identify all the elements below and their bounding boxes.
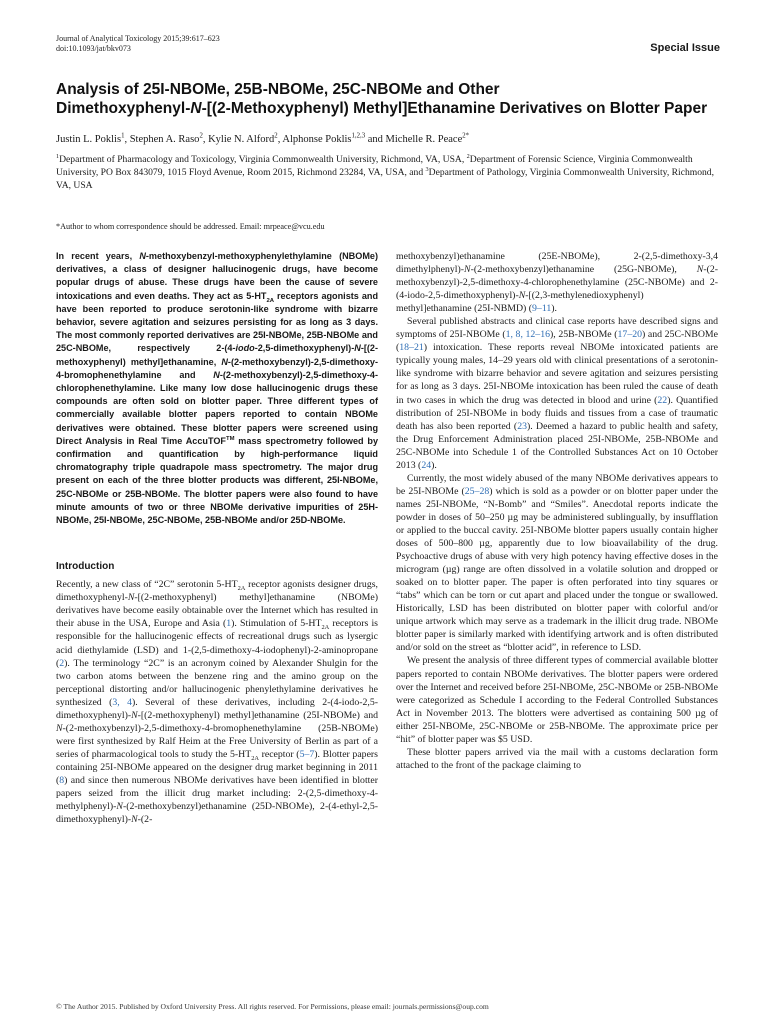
- abstract-text: -2,5-dimethoxyphenyl)-: [254, 343, 355, 354]
- abstract-text: -[(2-methoxyphenyl) methyl]ethanamine,: [56, 343, 378, 367]
- body-text: -[(2,3-methylenedioxyphenyl) methyl]ethanamine (25I-NBMD) (: [396, 290, 644, 315]
- body-text: methoxybenzyl)ethanamine (25E-NBOMe), 2-(2,5-dimethoxy-3,4 dimethylphenyl)-: [396, 251, 718, 276]
- body-text: receptor agonists designer drugs, dimethoxyphenyl-: [56, 579, 378, 604]
- affil-sup: 3: [425, 165, 429, 173]
- body-text: -[(2-methoxyphenyl) methyl]ethanamine (25I-NBOMe) and: [137, 709, 378, 721]
- abstract-text: mass spectrometry followed by confirmation and quantification by high-performance liquid chromatography triple quadrapole mass spectrometry. The major drug present on each of the three blotter products was different, 25I-NBOMe, 25C-NBOMe or 25B-NBOMe. The blotter papers were also found to have minute amounts of two or three NBOMe derivative impurities of 25H-NBOMe, 25I-NBOMe, 25C-NBOMe, 25B-NBOMe and/or 25D-NBOMe.: [56, 435, 378, 526]
- body-text: ) and since then numerous NBOMe derivatives have been identified in blotter papers seized from the illicit drug market including: 2-(2,5-dimethoxy-4-methylphenyl)-: [56, 774, 378, 813]
- journal-meta: [56, 34, 220, 54]
- title-italic: N: [190, 100, 202, 117]
- correspondence-note: *Author to whom correspondence should be addressed. Email: mrpeace@vcu.edu: [56, 222, 325, 231]
- paragraph: These blotter papers arrived via the mail with a customs declaration form attached to the front of the package claiming to: [396, 746, 718, 771]
- body-text: -(2-methoxybenzyl)-2,5-dimethoxy-4-bromophenethylamine (25B-NBOMe) were first synthesized by Ralf Heim at the Free University of Berlin as part of a series of pharmacological tools to study the 5-HT: [56, 722, 378, 760]
- abstract-sub: 2A: [266, 297, 275, 304]
- author-name: , Stephen A. Raso: [124, 134, 200, 145]
- citation-link[interactable]: 25–28: [464, 485, 490, 497]
- left-column: [56, 250, 378, 826]
- body-text: ). Quantified distribution of 25I-NBOMe in body fluids and tissues from a case of traumatic death has also been reported (: [396, 394, 718, 432]
- abstract: [56, 250, 378, 527]
- body-text: -(2-methoxybenzyl)-2,5-dimethoxy-4-chlorophenethylamine (25C-NBOMe) and 2-(4-iodo-2,5-dimethoxyphenyl)-: [396, 264, 718, 302]
- section-label: Special Issue: [650, 42, 720, 54]
- affiliation: Department of Pathology, Virginia Commonwealth University, Richmond, VA, USA: [56, 167, 715, 191]
- affiliation: Department of Pharmacology and Toxicology, Virginia Commonwealth University, Richmond, VA, USA,: [59, 154, 467, 165]
- affiliations: [56, 153, 716, 192]
- author-sup: 1: [121, 132, 125, 140]
- author-name: , Kylie N. Alford: [202, 134, 275, 145]
- citation-link[interactable]: 5–7: [299, 748, 315, 760]
- body-sub: 2A: [251, 754, 259, 762]
- body-sub: 2A: [321, 624, 330, 632]
- abstract-italic: N: [221, 356, 228, 367]
- citation-link[interactable]: 22: [657, 394, 668, 406]
- body-text: ). Blotter papers containing 25I-NBOMe appeared on the designer drug market beginning in 2011 (: [56, 748, 378, 786]
- abstract-italic: N: [213, 369, 220, 380]
- body-italic: N: [464, 264, 471, 276]
- author-sup: 2: [199, 132, 203, 140]
- abstract-text: -methoxybenzyl-methoxyphenylethylamine (NBOMe) derivatives, a class of designer hallucinogenic drugs, have become popular drugs of abuse. These drugs have been the cause of severe intoxications and even deaths. They act as 5-HT: [56, 251, 378, 301]
- citation-link[interactable]: 1: [226, 618, 232, 630]
- body-text: ) which is sold as a powder or on blotter paper under the names 25I-NBOMe, “N-Bomb” and “Smiles”. Anecdotal reports indicate the powder in doses of 50–250 µg may be administered sublingually, by insufflation or applied to the buccal cavity. 25I-NBOMe blotter papers usually contain higher doses of 500–800 µg, apparently due to low bioavailability of the drug. Psychoactive drugs of abuse with very high potency having effective doses in the microgram (µg) range are often dissolved in a volatile solution and dropped or soaked on to blotter paper. The paper is often perforated into tiny squares or “tabs” which can be torn or cut apart and placed under the tongue or swallowed. Historically, LSD has been distributed on blotter paper with colorful and/or unique artwork which may serve as a trademark in the illicit drug trade. NBOMe blotter paper is similarly marked with identifying artwork and is often distributed and/or sold on the street as “blotter acid”, in reference to LSD.: [396, 485, 718, 654]
- author-sup: 2: [274, 132, 278, 140]
- body-italic: N: [116, 801, 123, 813]
- body-italic: N: [518, 290, 526, 302]
- paragraph: [396, 250, 718, 315]
- body-text: ) intoxication. These reports reveal NBOMe intoxicated patients are typically young males, 14–29 years old with clinical presentations of a serotonin-like syndrome with bizarre behavior and severe agitation and seizures persisting for as long as 3 days. 25I-NBOMe intoxication has been ruled the cause of death in two cases in which the drug was detected in blood and urine (: [396, 342, 718, 406]
- body-text: ). Deemed a hazard to public health and safety, the Drug Enforcement Administration placed 25I-NBOMe, 25B-NBOMe and 25C-NBOMe into Schedule 1 of the Controlled Substances Act on 10 October 2013 (: [396, 420, 718, 471]
- citation-link[interactable]: 8: [59, 774, 65, 786]
- body-text: ). Stimulation of 5-HT: [231, 618, 322, 630]
- article-title: [56, 80, 736, 118]
- paragraph: [396, 472, 718, 655]
- affil-sup: 1: [56, 152, 60, 160]
- body-text: ). The terminology “2C” is an acronym coined by Alexander Shulgin for the two carbon atoms between the benzene ring and the amino group on the perceptional distorting and/or hallucinogenic phenylethylamine derivatives he synthesized (: [56, 657, 378, 708]
- citation-link[interactable]: 3, 4: [112, 696, 133, 708]
- abstract-italic: iodo: [235, 343, 255, 354]
- right-column: [396, 250, 718, 772]
- body-text: Currently, the most widely abused of the many NBOMe derivatives appears to be 25I-NBOMe (: [396, 472, 718, 497]
- body-text: -[(2-methoxyphenyl) methyl]ethanamine (NBOMe) derivatives have become easily obtainable over the Internet which has resulted in their abuse in the USA, Europe and Asia (: [56, 592, 378, 630]
- body-text: -(2-methoxybenzyl)ethanamine (25D-NBOMe), 2-(4-ethyl-2,5-dimethoxyphenyl)-: [56, 801, 378, 826]
- body-text: receptor (: [258, 748, 300, 760]
- citation-link[interactable]: 18–21: [399, 342, 424, 354]
- title-part: Dimethoxyphenyl-: [56, 100, 191, 117]
- body-text: ).: [551, 303, 557, 315]
- author-name: and Michelle R. Peace: [365, 134, 463, 145]
- abstract-italic: N: [139, 251, 146, 261]
- abstract-text: receptors agonists and have been reported to produce serotonin-like syndrome with bizarre behavior, severe agitation and seizures persisting for as long as 3 days. The most commonly reported derivatives are 25I-NBOMe, 25B-NBOMe and 25C-NBOMe, respectively 2-(4-: [56, 290, 378, 354]
- body-text: Recently, a new class of “2C” serotonin 5-HT: [56, 579, 238, 591]
- author-sup: 1,2,3: [351, 132, 366, 140]
- title-line-2: [56, 99, 736, 118]
- body-italic: N: [131, 814, 138, 826]
- affiliation: Department of Forensic Science, Virginia Commonwealth University, PO Box 843079, 1015 Floyd Avenue, Room 2015, Richmond 23284, VA, USA, and: [56, 154, 693, 178]
- author-name: , Alphonse Poklis: [277, 134, 352, 145]
- body-italic: N: [127, 592, 135, 604]
- copyright-footer: © The Author 2015. Published by Oxford University Press. All rights reserved. For Permissions, please email: journals.permissions@oup.com: [56, 1002, 489, 1011]
- body-text: ).: [431, 459, 437, 471]
- intro-paragraph: [56, 578, 378, 826]
- body-text: ) and 25C-NBOMe (: [396, 329, 718, 354]
- body-sub: 2A: [237, 585, 246, 593]
- body-text: ). Several of these derivatives, including 2-(4-iodo-2,5-dimethoxyphenyl)-: [56, 696, 378, 721]
- body-text: Several published abstracts and clinical case reports have described signs and symptoms of 25I-NBOMe (: [396, 316, 718, 341]
- body-italic: N: [131, 709, 138, 721]
- abstract-italic: N: [354, 343, 361, 354]
- abstract-text: In recent years,: [56, 251, 140, 261]
- abstract-text: -(2-methoxybenzyl)-2,5-dimethoxy-4-chlorophenethylamine. Like many low dose hallucinogenic drugs these compounds are often sold on blotter paper. Three different types of commercially available blotter papers reported to contain NBOMe derivatives were obtained. These blotter papers were screened using Direct Analysis in Real Time AccuTOF: [56, 369, 378, 446]
- citation-link[interactable]: 17–20: [617, 329, 643, 341]
- author-sup: 2*: [462, 132, 470, 140]
- citation-link[interactable]: 1, 8, 12–16: [505, 329, 550, 341]
- body-italic: N: [696, 264, 704, 276]
- citation-link[interactable]: 23: [517, 420, 527, 432]
- paragraph: We present the analysis of three different types of commercial available blotter papers reported to contain NBOMe derivatives. The blotter papers were ordered over the Internet and received before 25I-NBOMe, 25C-NBOMe or 25B-NBOMe were categorized as Schedule I according to the Federal Controlled Substances Act in November 2013. The blotters were advertised as containing 500 µg of either 25I-NBOMe, 25C-NBOMe or 25B-NBOMe. The approximate price per “hit” of blotter paper was $5 USD.: [396, 655, 718, 745]
- body-text: ), 25B-NBOMe (: [550, 329, 618, 341]
- journal-citation: Journal of Analytical Toxicology 2015;39:617–623: [56, 34, 220, 43]
- body-text: receptors is responsible for the hallucinogenic effects of recreational drugs such as lysergic acid diethylamide (LSD) and 1-(2,5-dimethoxy-4-iodophenyl)-2-aminopropane (: [56, 618, 378, 669]
- body-italic: N: [56, 722, 63, 734]
- title-part: -[(2-Methoxyphenyl) Methyl]Ethanamine Derivatives on Blotter Paper: [201, 100, 708, 117]
- doi: doi:10.1093/jat/bkv073: [56, 44, 131, 53]
- citation-link[interactable]: 9–11: [532, 303, 552, 315]
- citation-link[interactable]: 24: [421, 459, 432, 471]
- body-text: -(2-methoxybenzyl)ethanamine (25G-NBOMe),: [470, 264, 697, 276]
- citation-link[interactable]: 2: [59, 657, 65, 669]
- body-text: -(2-: [137, 814, 153, 826]
- abstract-sup: TM: [226, 435, 235, 442]
- section-heading: Introduction: [56, 561, 115, 573]
- paragraph: [396, 315, 718, 472]
- abstract-text: -(2-methoxybenzyl)-2,5-dimethoxy-4-bromophenethylamine and: [56, 356, 378, 380]
- author-list: [56, 134, 469, 145]
- author-name: Justin L. Poklis: [56, 134, 122, 145]
- affil-sup: 2: [466, 152, 470, 160]
- title-line-1: Analysis of 25I-NBOMe, 25B-NBOMe, 25C-NBOMe and Other: [56, 81, 500, 98]
